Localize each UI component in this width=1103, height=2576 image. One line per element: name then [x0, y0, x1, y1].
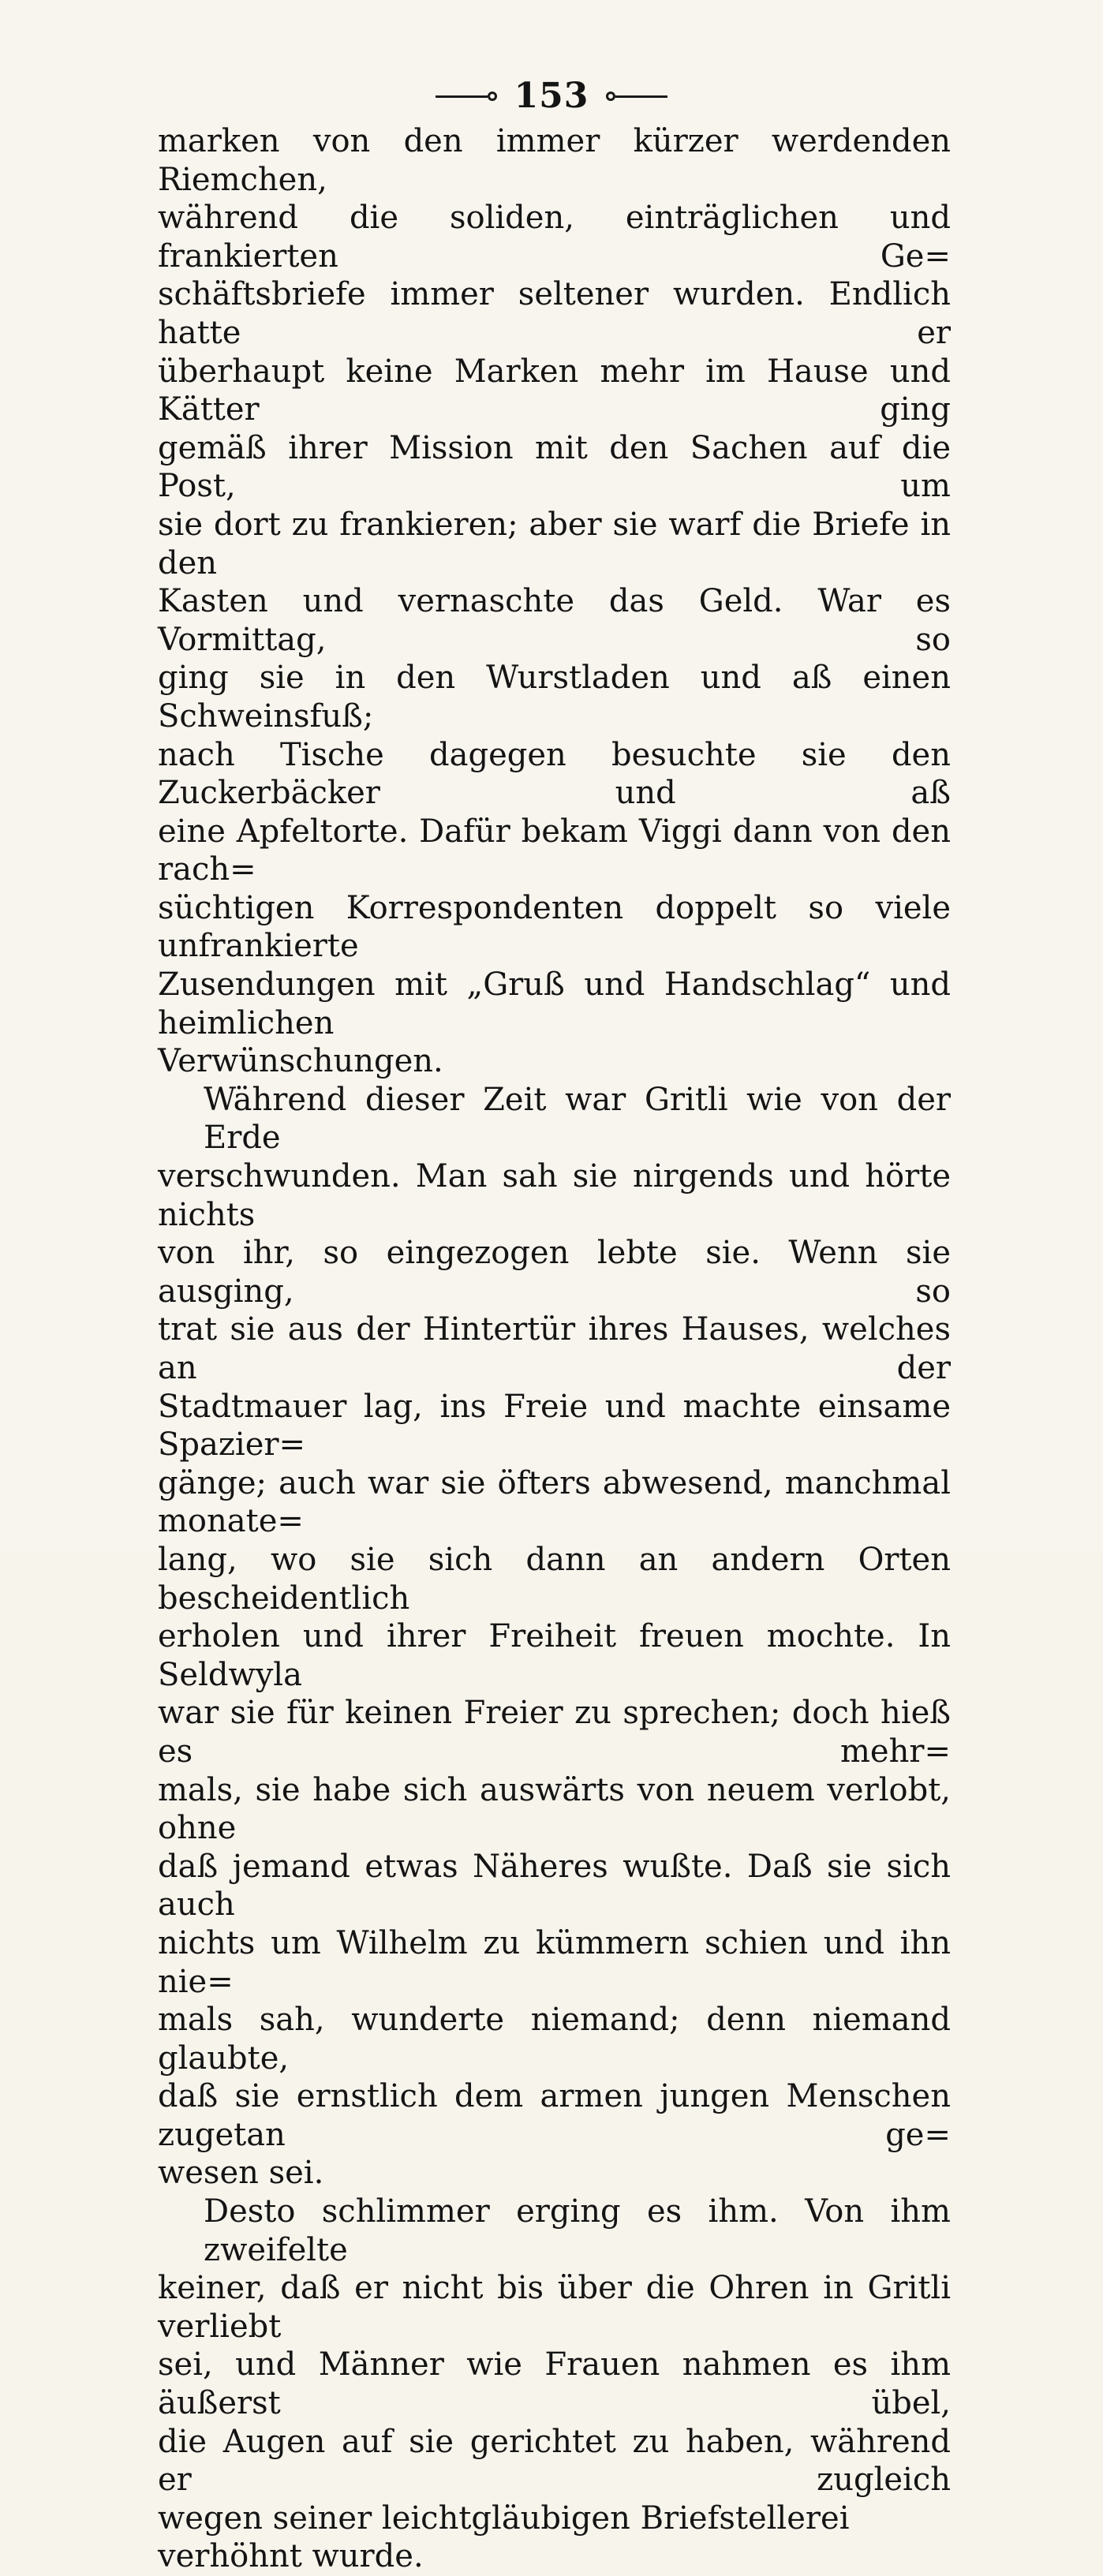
text-line: verschwunden. Man sah sie nirgends und hörte nichts: [158, 1158, 951, 1233]
text-line: mals sah, wunderte niemand; denn niemand glaubte,: [158, 2002, 951, 2077]
paragraph-1: [158, 122, 951, 1081]
right-rule-line: [615, 95, 667, 98]
paragraph-3: [158, 2193, 951, 2576]
text-line: Zusendungen mit „Gruß und Handschlag“ und heimlichen: [158, 966, 951, 1041]
text-line: schäftsbriefe immer seltener wurden. Endlich hatte er: [158, 276, 951, 351]
text-line: trat sie aus der Hintertür ihres Hauses, welches an der: [158, 1311, 951, 1386]
text-line: marken von den immer kürzer werdenden Riemchen,: [158, 123, 951, 198]
text-line: süchtigen Korrespondenten doppelt so viele unfrankierte: [158, 889, 951, 965]
text-line: die Augen auf sie gerichtet zu haben, während er zugleich: [158, 2423, 951, 2499]
text-line: daß sie ernstlich dem armen jungen Menschen zugetan ge=: [158, 2078, 951, 2153]
text-line: überhaupt keine Marken mehr im Hause und Kätter ging: [158, 353, 951, 428]
paragraph-2: [158, 1081, 951, 2193]
text-line: Desto schlimmer erging es ihm. Von ihm zweifelte: [204, 2193, 951, 2268]
text-line: Während dieser Zeit war Gritli wie von der Erde: [204, 1081, 951, 1157]
left-rule-circle: [488, 92, 497, 101]
text-line: von ihr, so eingezogen lebte sie. Wenn sie ausging, so: [158, 1235, 951, 1310]
right-ornament-rule: [606, 92, 667, 101]
text-line: Kasten und vernaschte das Geld. War es Vormittag, so: [158, 583, 951, 658]
page-number: 153: [514, 76, 589, 116]
text-line: mals, sie habe sich auswärts von neuem verlobt, ohne: [158, 1771, 951, 1847]
left-rule-line: [436, 95, 488, 98]
text-line: keiner, daß er nicht bis über die Ohren in Gritli verliebt: [158, 2270, 951, 2345]
text-line: gemäß ihrer Mission mit den Sachen auf die Post, um: [158, 429, 951, 505]
text-line: nichts um Wilhelm zu kümmern schien und ihn nie=: [158, 1924, 951, 2000]
right-rule-circle: [606, 92, 615, 101]
text-line: Stadtmauer lag, ins Freie und machte einsame Spazier=: [158, 1388, 951, 1464]
text-line: sei, und Männer wie Frauen nahmen es ihm äußerst übel,: [158, 2346, 951, 2422]
text-line: war sie für keinen Freier zu sprechen; doch hieß es mehr=: [158, 1695, 951, 1770]
text-line: wesen sei.: [158, 2155, 324, 2192]
text-line: während die soliden, einträglichen und frankierten Ge=: [158, 200, 951, 275]
left-ornament-rule: [436, 92, 497, 101]
text-line: nach Tische dagegen besuchte sie den Zuckerbäcker und aß: [158, 736, 951, 812]
text-line: sie dort zu frankieren; aber sie warf die Briefe in den: [158, 506, 951, 581]
text-line: wegen seiner leichtgläubigen Briefstellerei verhöhnt wurde.: [158, 2499, 850, 2575]
page-body-text: [158, 122, 951, 2576]
text-line: gänge; auch war sie öfters abwesend, manchmal monate=: [158, 1464, 951, 1540]
text-line: daß jemand etwas Näheres wußte. Daß sie sich auch: [158, 1848, 951, 1924]
text-line: lang, wo sie sich dann an andern Orten bescheidentlich: [158, 1541, 951, 1617]
text-line: Verwünschungen.: [158, 1043, 443, 1080]
text-line: eine Apfeltorte. Dafür bekam Viggi dann von den rach=: [158, 813, 951, 888]
text-line: erholen und ihrer Freiheit freuen mochte. In Seldwyla: [158, 1618, 951, 1693]
page-header: [0, 73, 1103, 120]
text-line: ging sie in den Wurstladen und aß einen Schweinsfuß;: [158, 660, 951, 735]
